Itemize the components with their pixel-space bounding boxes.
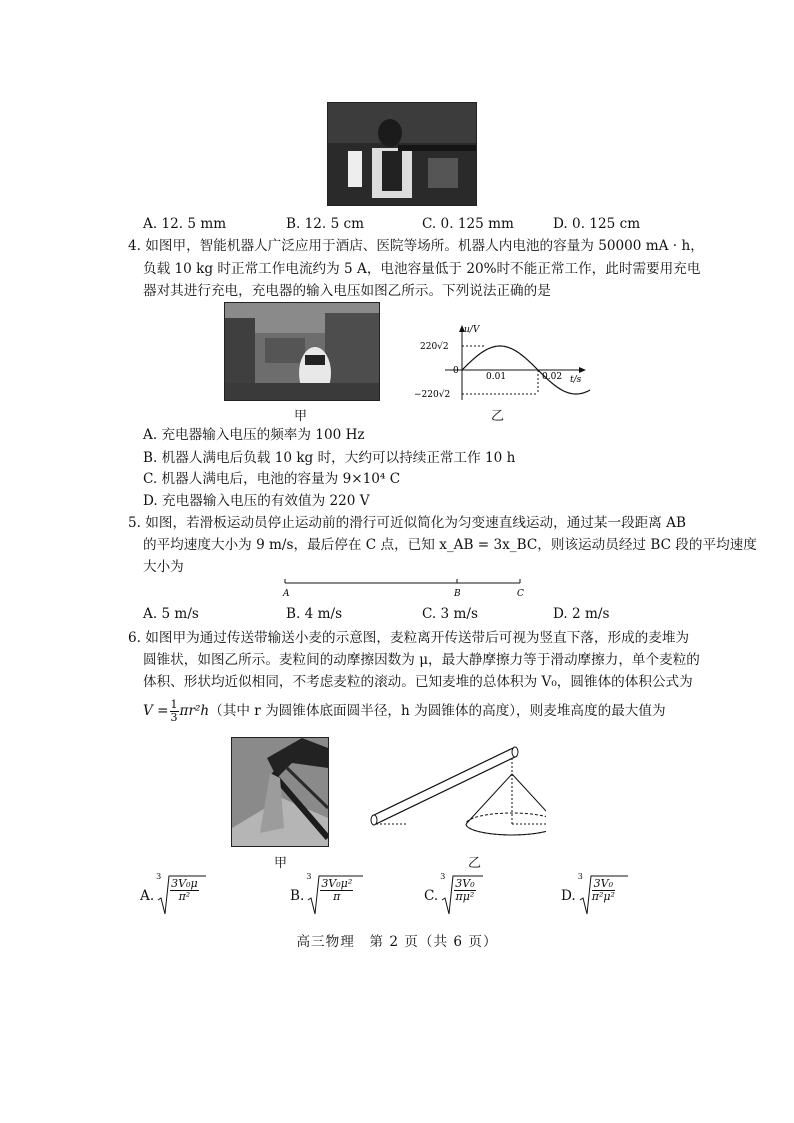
radical-stroke <box>580 876 628 914</box>
radical-stroke <box>158 876 206 914</box>
q4-option-b: B. 机器人满电后负载 10 kg 时，大约可以持续正常工作 10 h <box>143 450 516 466</box>
q6-options <box>0 874 794 922</box>
option-numerator: 3V₀μ <box>171 877 198 890</box>
q4-option-c: C. 机器人满电后，电池的容量为 9×10⁴ C <box>143 471 401 487</box>
root-index: 3 <box>306 872 312 881</box>
point-a-label: A <box>283 589 290 599</box>
q5-line-3: 大小为 <box>143 559 184 575</box>
root-index: 3 <box>440 872 446 881</box>
wheat-conveyor-photo <box>231 737 329 847</box>
formula-one-third: $\frac{1}{3}$ <box>170 697 178 724</box>
q5-option-d: D. 2 m/s <box>553 606 610 622</box>
graph-y-pos: 220√2 <box>420 342 449 352</box>
option-numerator: 3V₀ <box>593 877 614 890</box>
q6-caption-a: 甲 <box>274 856 288 871</box>
q6-option-letter: D. <box>561 888 576 904</box>
graph-y-neg: −220√2 <box>414 390 451 400</box>
root-index: 3 <box>156 872 162 881</box>
q4-option-a: A. 充电器输入电压的频率为 100 Hz <box>143 427 365 443</box>
q6-option-letter: B. <box>290 888 305 904</box>
q4-caption-b: 乙 <box>491 409 505 424</box>
graph-y-label: u/V <box>464 325 480 335</box>
graph-origin: 0 <box>453 366 459 376</box>
option-numerator: 3V₀ <box>455 877 475 890</box>
q4-line-3: 器对其进行充电，充电器的输入电压如图乙所示。下列说法正确的是 <box>143 283 551 299</box>
radical-sign <box>440 874 485 918</box>
q6-line-4: （其中 r 为圆锥体底面圆半径，h 为圆锥体的高度），则麦堆高度的最大值为 <box>209 703 666 719</box>
q5-option-b: B. 4 m/s <box>286 606 343 622</box>
radical-stroke <box>442 876 483 914</box>
q6-line-2: 圆锥状，如图乙所示。麦粒间的动摩擦因数为 μ，最大静摩擦力等于滑动摩擦力，单个麦粒的 <box>143 652 700 668</box>
q5-option-a: A. 5 m/s <box>143 606 199 622</box>
q4-line-1: 4. 如图甲，智能机器人广泛应用于酒店、医院等场所。机器人内电池的容量为 50000 mA · h， <box>128 238 704 254</box>
root-index: 3 <box>577 872 583 881</box>
q6-option-d <box>561 874 630 918</box>
q3-option-c: C. 0. 125 mm <box>422 216 514 232</box>
q6-line-3: 体积、形状均近似相同，不考虑麦粒的滚动。已知麦堆的总体积为 V₀，圆锥体的体积公式为 <box>143 674 693 690</box>
q3-option-b: B. 12. 5 cm <box>286 216 365 232</box>
robot-photo-graphic <box>225 303 379 400</box>
radical-stroke <box>308 876 363 914</box>
cube-root-symbol <box>440 874 485 918</box>
formula-tail: πr²h <box>179 703 210 719</box>
q3-option-d: D. 0. 125 cm <box>553 216 641 232</box>
radical-sign <box>156 874 208 918</box>
q6-option-letter: A. <box>140 888 155 904</box>
q6-option-a <box>140 874 208 918</box>
q6-option-letter: C. <box>424 888 439 904</box>
robot-photo <box>224 302 380 401</box>
q6-formula-line <box>143 694 666 728</box>
graph-x-label: t/s <box>570 375 582 385</box>
graph-t2: 0.02 <box>542 372 563 382</box>
point-c-label: C <box>517 589 524 599</box>
q6-line-1: 6. 如图甲为通过传送带输送小麦的示意图，麦粒离开传送带后可视为竖直下落，形成的麦堆为 <box>128 630 690 646</box>
shooter-photo-graphic <box>328 103 476 205</box>
q4-option-d: D. 充电器输入电压的有效值为 220 V <box>143 493 370 509</box>
radical-sign <box>306 874 365 918</box>
q4-line-2: 负载 10 kg 时正常工作电流约为 5 A，电池容量低于 20%时不能正常工作，此时需要用充电 <box>143 261 701 277</box>
cube-root-symbol <box>306 874 365 918</box>
formula-lead: V = <box>143 703 169 719</box>
q5-line-2: 的平均速度大小为 9 m/s，最后停在 C 点，已知 x_AB = 3x_BC，则该运动员经过 BC 段的平均速度 <box>143 537 757 553</box>
option-denominator: π <box>333 890 341 903</box>
q5-line-1: 5. 如图，若滑板运动员停止运动前的滑行可近似简化为匀变速直线运动，通过某一段距离 AB <box>128 515 686 531</box>
voltage-graph <box>400 322 600 402</box>
option-denominator: π²μ² <box>591 890 615 903</box>
option-denominator: π² <box>178 890 191 903</box>
wheat-photo-graphic <box>232 738 328 846</box>
cube-root-symbol <box>156 874 208 918</box>
abc-line-diagram <box>280 575 530 600</box>
wheat-cone <box>466 758 546 835</box>
q6-caption-b: 乙 <box>468 856 482 871</box>
q6-option-c <box>424 874 485 918</box>
conveyor-cone-diagram <box>366 742 546 842</box>
option-denominator: πμ² <box>455 890 475 903</box>
option-numerator: 3V₀μ² <box>321 877 353 890</box>
point-b-label: B <box>454 589 461 599</box>
q4-caption-a: 甲 <box>294 409 308 424</box>
q5-option-c: C. 3 m/s <box>422 606 478 622</box>
radical-sign <box>578 874 630 918</box>
q3-option-a: A. 12. 5 mm <box>143 216 227 232</box>
graph-t1: 0.01 <box>486 372 507 382</box>
q6-option-b <box>290 874 365 918</box>
shooter-photo <box>327 102 477 206</box>
cube-root-symbol <box>578 874 630 918</box>
page-footer: 高三物理 第 2 页（共 6 页） <box>296 934 498 950</box>
